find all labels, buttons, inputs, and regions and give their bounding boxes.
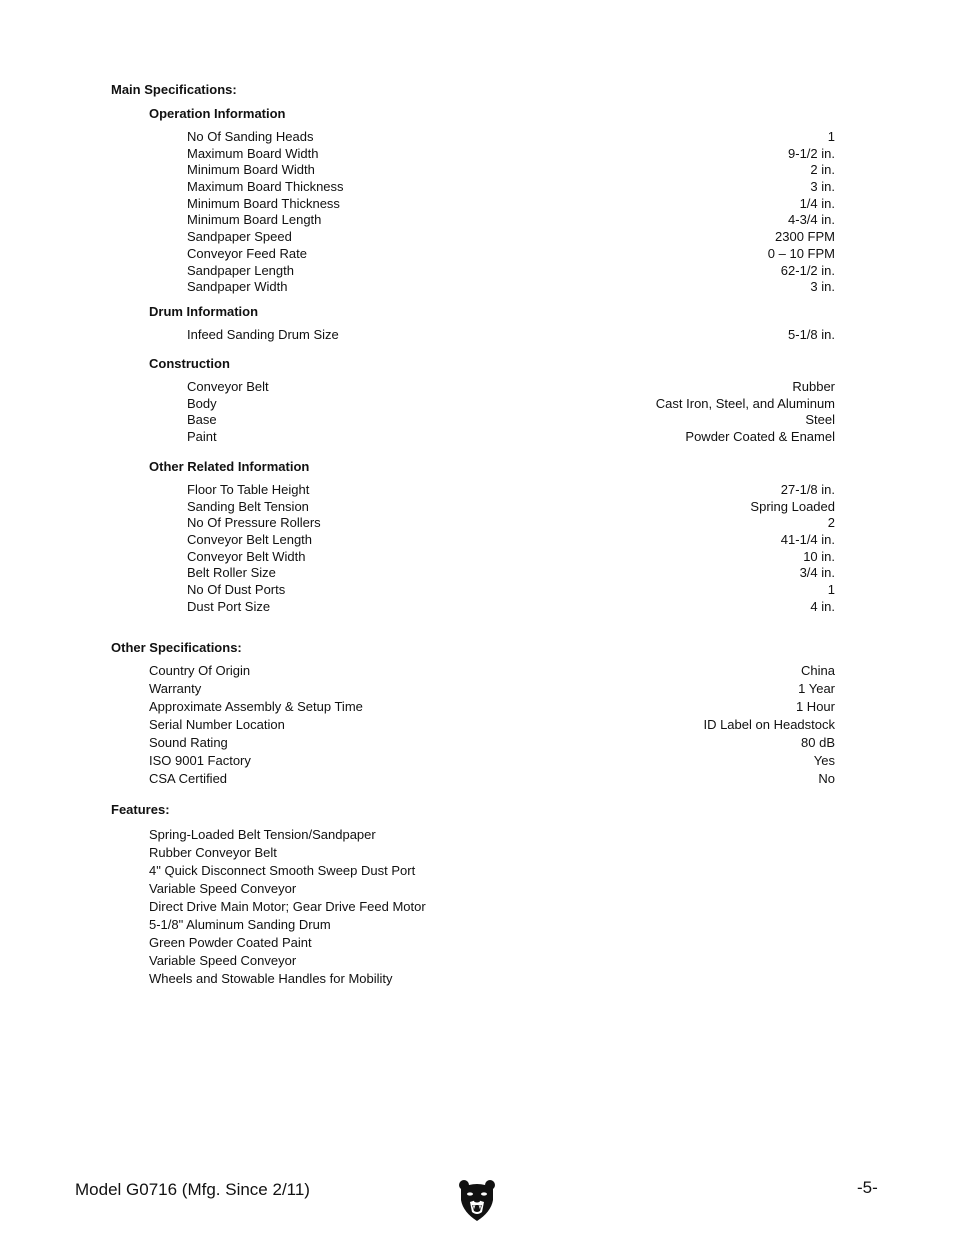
spec-label: Minimum Board Thickness	[187, 196, 340, 211]
spec-row	[187, 566, 835, 583]
other-related-spec-list	[187, 483, 835, 617]
spec-label: Maximum Board Thickness	[187, 180, 344, 195]
spec-value: Rubber	[792, 380, 835, 394]
spec-row	[187, 247, 835, 264]
other-specifications-heading: Other Specifications:	[111, 640, 242, 655]
spec-label: Minimum Board Width	[187, 163, 315, 178]
spec-value: 4 in.	[810, 599, 835, 614]
spec-row	[187, 397, 835, 414]
operation-information-heading: Operation Information	[149, 106, 286, 121]
spec-label: Minimum Board Length	[187, 213, 322, 228]
spec-value: Powder Coated & Enamel	[685, 430, 835, 445]
spec-label: Belt Roller Size	[187, 566, 276, 581]
spec-value: ID Label on Headstock	[703, 718, 835, 732]
spec-label: Sanding Belt Tension	[187, 499, 309, 514]
features-list	[149, 826, 426, 988]
spec-label: Dust Port Size	[187, 599, 271, 614]
feature-item: Green Powder Coated Paint	[149, 935, 312, 950]
spec-value: 1/4 in.	[799, 196, 835, 211]
spec-value: 9-1/2 in.	[788, 146, 835, 161]
spec-label: No Of Sanding Heads	[187, 130, 314, 144]
spec-row	[187, 180, 835, 197]
spec-value: 62-1/2 in.	[780, 263, 835, 278]
construction-heading: Construction	[149, 356, 230, 371]
spec-value: 80 dB	[801, 736, 835, 750]
drum-spec-list	[187, 328, 835, 345]
spec-row	[187, 583, 835, 600]
feature-item: Variable Speed Conveyor	[149, 953, 297, 968]
spec-label: Floor To Table Height	[187, 483, 310, 497]
spec-label: Body	[187, 396, 217, 411]
spec-row	[187, 430, 835, 447]
spec-row	[187, 500, 835, 517]
spec-value: 2	[827, 516, 835, 531]
spec-value: 27-1/8 in.	[780, 483, 835, 497]
spec-label: Sandpaper Length	[187, 263, 294, 278]
spec-row	[187, 550, 835, 567]
spec-label: Sandpaper Speed	[187, 230, 292, 245]
spec-label: No Of Dust Ports	[187, 583, 286, 598]
drum-information-heading: Drum Information	[149, 304, 259, 319]
spec-label: Approximate Assembly & Setup Time	[149, 700, 363, 714]
spec-value: 3/4 in.	[799, 566, 835, 581]
spec-value: 2 in.	[810, 163, 835, 178]
feature-item: Spring-Loaded Belt Tension/Sandpaper	[149, 827, 376, 842]
model-footer: Model G0716 (Mfg. Since 2/11)	[75, 1180, 310, 1199]
spec-label: Paint	[187, 430, 217, 445]
spec-row	[149, 664, 835, 682]
construction-spec-list	[187, 380, 835, 447]
spec-label: Conveyor Belt Length	[187, 533, 313, 548]
spec-value: 1	[827, 130, 835, 144]
spec-row	[149, 736, 835, 754]
spec-row	[187, 328, 835, 345]
spec-label: Sandpaper Width	[187, 280, 288, 295]
spec-label: Infeed Sanding Drum Size	[187, 328, 339, 342]
features-heading: Features:	[111, 802, 170, 817]
spec-value: 41-1/4 in.	[780, 533, 835, 548]
spec-value: 1 Hour	[795, 700, 835, 714]
spec-row	[187, 533, 835, 550]
spec-row	[187, 600, 835, 617]
spec-label: Conveyor Belt	[187, 380, 269, 394]
spec-row	[187, 483, 835, 500]
spec-label: CSA Certified	[149, 772, 228, 786]
feature-item: 5-1/8" Aluminum Sanding Drum	[149, 917, 331, 932]
feature-item: Wheels and Stowable Handles for Mobility	[149, 971, 393, 986]
spec-row	[187, 197, 835, 214]
feature-item: Direct Drive Main Motor; Gear Drive Feed Motor	[149, 899, 426, 914]
spec-row	[149, 700, 835, 718]
spec-value: Spring Loaded	[750, 499, 835, 514]
spec-value: Cast Iron, Steel, and Aluminum	[655, 396, 835, 411]
spec-label: ISO 9001 Factory	[149, 754, 251, 768]
spec-value: 1 Year	[798, 682, 835, 696]
spec-label: Serial Number Location	[149, 718, 285, 732]
main-specifications-heading: Main Specifications:	[111, 82, 237, 97]
spec-label: No Of Pressure Rollers	[187, 516, 321, 531]
operation-spec-list	[187, 130, 835, 297]
feature-item: Rubber Conveyor Belt	[149, 845, 277, 860]
spec-value: 3 in.	[810, 180, 835, 195]
spec-value: Yes	[813, 754, 835, 768]
spec-row	[187, 213, 835, 230]
spec-row	[149, 754, 835, 772]
spec-row	[187, 163, 835, 180]
spec-value: 10 in.	[803, 549, 835, 564]
spec-value: 4-3/4 in.	[788, 213, 835, 228]
grizzly-bear-logo-icon	[457, 1178, 497, 1222]
spec-value: 0 – 10 FPM	[767, 246, 835, 261]
other-spec-list	[149, 664, 835, 790]
feature-item: Variable Speed Conveyor	[149, 881, 297, 896]
spec-value: China	[801, 664, 835, 678]
spec-row	[149, 682, 835, 700]
spec-value: No	[818, 772, 835, 786]
spec-label: Country Of Origin	[149, 664, 251, 678]
spec-label: Base	[187, 413, 217, 428]
spec-label: Maximum Board Width	[187, 146, 319, 161]
spec-value: Steel	[805, 413, 835, 428]
spec-value: 5-1/8 in.	[788, 328, 835, 342]
spec-label: Conveyor Belt Width	[187, 549, 306, 564]
spec-row	[149, 718, 835, 736]
spec-row	[187, 147, 835, 164]
spec-row	[187, 413, 835, 430]
spec-row	[187, 280, 835, 297]
spec-label: Warranty	[149, 682, 202, 696]
spec-row	[187, 230, 835, 247]
spec-value: 1	[827, 583, 835, 598]
spec-value: 2300 FPM	[775, 230, 835, 245]
spec-label: Conveyor Feed Rate	[187, 246, 307, 261]
feature-item: 4" Quick Disconnect Smooth Sweep Dust Port	[149, 863, 416, 878]
spec-row	[187, 264, 835, 281]
spec-row	[187, 130, 835, 147]
spec-row	[149, 772, 835, 790]
spec-value: 3 in.	[810, 280, 835, 295]
other-related-information-heading: Other Related Information	[149, 459, 310, 474]
spec-label: Sound Rating	[149, 736, 228, 750]
spec-row	[187, 380, 835, 397]
page-number: -5-	[857, 1178, 878, 1197]
spec-row	[187, 516, 835, 533]
